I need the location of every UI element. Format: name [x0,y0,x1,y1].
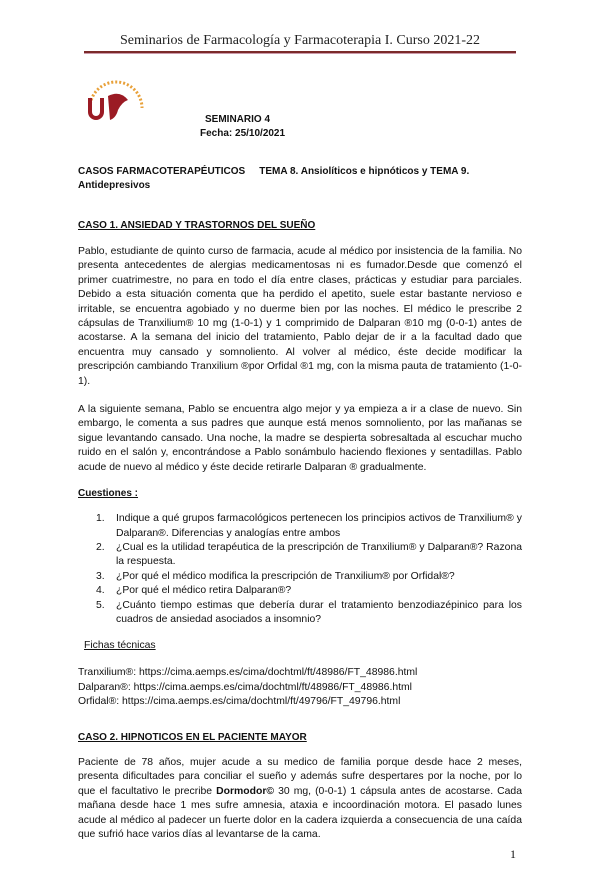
case2-text-a: Paciente de 78 años, mujer acude a su medico de familia porque desde hace 2 meses, presenta dificultades para conciliar el sueño y además sufre despertares por la noche, por lo que el facultativo le precribe [78,756,522,797]
question-text: ¿Cual es la utilidad terapéutica de la prescripción de Tranxilium® y Dalparan®? Razona la respuesta. [116,541,522,568]
page-header: Seminarios de Farmacología y Farmacoterapia I. Curso 2021-22 [119,33,480,48]
page-number: 1 [510,847,516,862]
questions-heading: Cuestiones : [78,488,139,500]
sheets-links [78,666,522,709]
question-text: Indique a qué grupos farmacológicos pertenecen los principios activos de Tranxilium® y Dalparan®. Diferencias y analogías entre ambos [116,513,522,539]
question-item [96,512,522,541]
header-rule [84,51,516,54]
question-number: 2. [96,541,105,553]
sheet-link-dalparan[interactable]: Dalparan®: https://cima.aemps.es/cima/dochtml/ft/48986/FT_48986.html [78,681,412,693]
case2-heading: CASO 2. HIPNOTICOS EN EL PACIENTE MAYOR [78,731,307,743]
questions-list [96,512,522,627]
question-number: 3. [96,570,105,582]
question-item [96,584,522,598]
case1-paragraph-1: Pablo, estudiante de quinto curso de farmacia, acude al médico por insistencia de la familia. No presenta antecedentes de alergias medicamentosas ni es fumador.Desde que comenzó el primer cuatrimestre, no para en todo el día entre clases, prácticas y estudiar para parciales. Debido a esta situación comenta que ha perdido el apetito, suele estar bastante nervioso e irritable, se encuentra agobiado y no duerme bien por las noches. El médico le prescribe 2 cápsulas de Tranxilium® 10 mg (1-0-1) y 1 comprimido de Dalparan ®10 mg (0-0-1) antes de acostarse. A la semana del inicio del tratamiento, Pablo dejar de ir a la facultad dado que encuentra muy cansado y somnoliento. Al volver al médico, éste decide modificar la prescripción cambiando Tranxilium ®por Orfidal ®1 mg, con la misma pauta de tratamiento (1-0-1). [78,246,522,387]
question-number: 4. [96,585,105,597]
seminar-date: Fecha: 25/10/2021 [200,128,286,139]
seminar-info [200,113,285,141]
case2-paragraph [78,756,522,842]
case1-heading: CASO 1. ANSIEDAD Y TRASTORNOS DEL SUEÑO [78,220,316,231]
university-logo [84,78,148,122]
question-text: ¿Por qué el médico modifica la prescripción de Tranxilium® por Orfidal®? [116,570,455,582]
drug-name: Dormodor© [216,785,275,797]
sheet-link-orfidal[interactable]: Orfidal®: https://cima.aemps.es/cima/dochtml/ft/49796/FT_49796.html [78,695,401,707]
topic-line [78,165,522,193]
document-body [78,165,522,892]
question-text: ¿Cuánto tiempo estimas que debería durar el tratamiento benzodiazépinico para los cuadros de ansiedad asociados a insomnio? [116,599,522,625]
question-number: 5. [96,599,105,611]
question-item [96,541,522,570]
question-text: ¿Por qué el médico retira Dalparan®? [116,585,292,597]
topic-right: TEMA 8. Ansiolíticos e hipnóticos y TEMA 9. Antidepresivos [78,166,470,191]
case2-text-b: 30 mg, (0-0-1) 1 cápsula antes de acostarse. Cada mañana desde hace 1 mes sufre amnesia, ataxia e incoordinación motora. El pasado lunes acude al médico al padecer un fuerte dolor en la cadera izquierda a consecuencia de una caída que sufrió hace varios días al levantarse de la cama. [78,785,522,840]
seminar-title: SEMINARIO 4 [205,114,271,125]
sheets-heading: Fichas técnicas [84,640,156,652]
topic-left: CASOS FARMACOTERAPÉUTICOS [78,166,246,177]
case1-paragraph-2: A la siguiente semana, Pablo se encuentra algo mejor y ya empieza a ir a clase de nuevo. Sin embargo, le comenta a sus padres que aunque está menos somnoliento, por las mañanas se sigue levantando cansado. Una noche, la madre se despierta sobresaltada al escuchar mucho ruido en el salón y, encontrándose a Pablo sonámbulo haciendo flexiones y sentadillas. Pablo acude de nuevo al médico y éste decide retirarle Dalparan ® gradualmente. [78,404,522,473]
question-item [96,570,522,584]
question-item [96,599,522,628]
question-number: 1. [96,513,105,525]
sheet-link-tranxilium[interactable]: Tranxilium®: https://cima.aemps.es/cima/dochtml/ft/48986/FT_48986.html [78,667,418,679]
